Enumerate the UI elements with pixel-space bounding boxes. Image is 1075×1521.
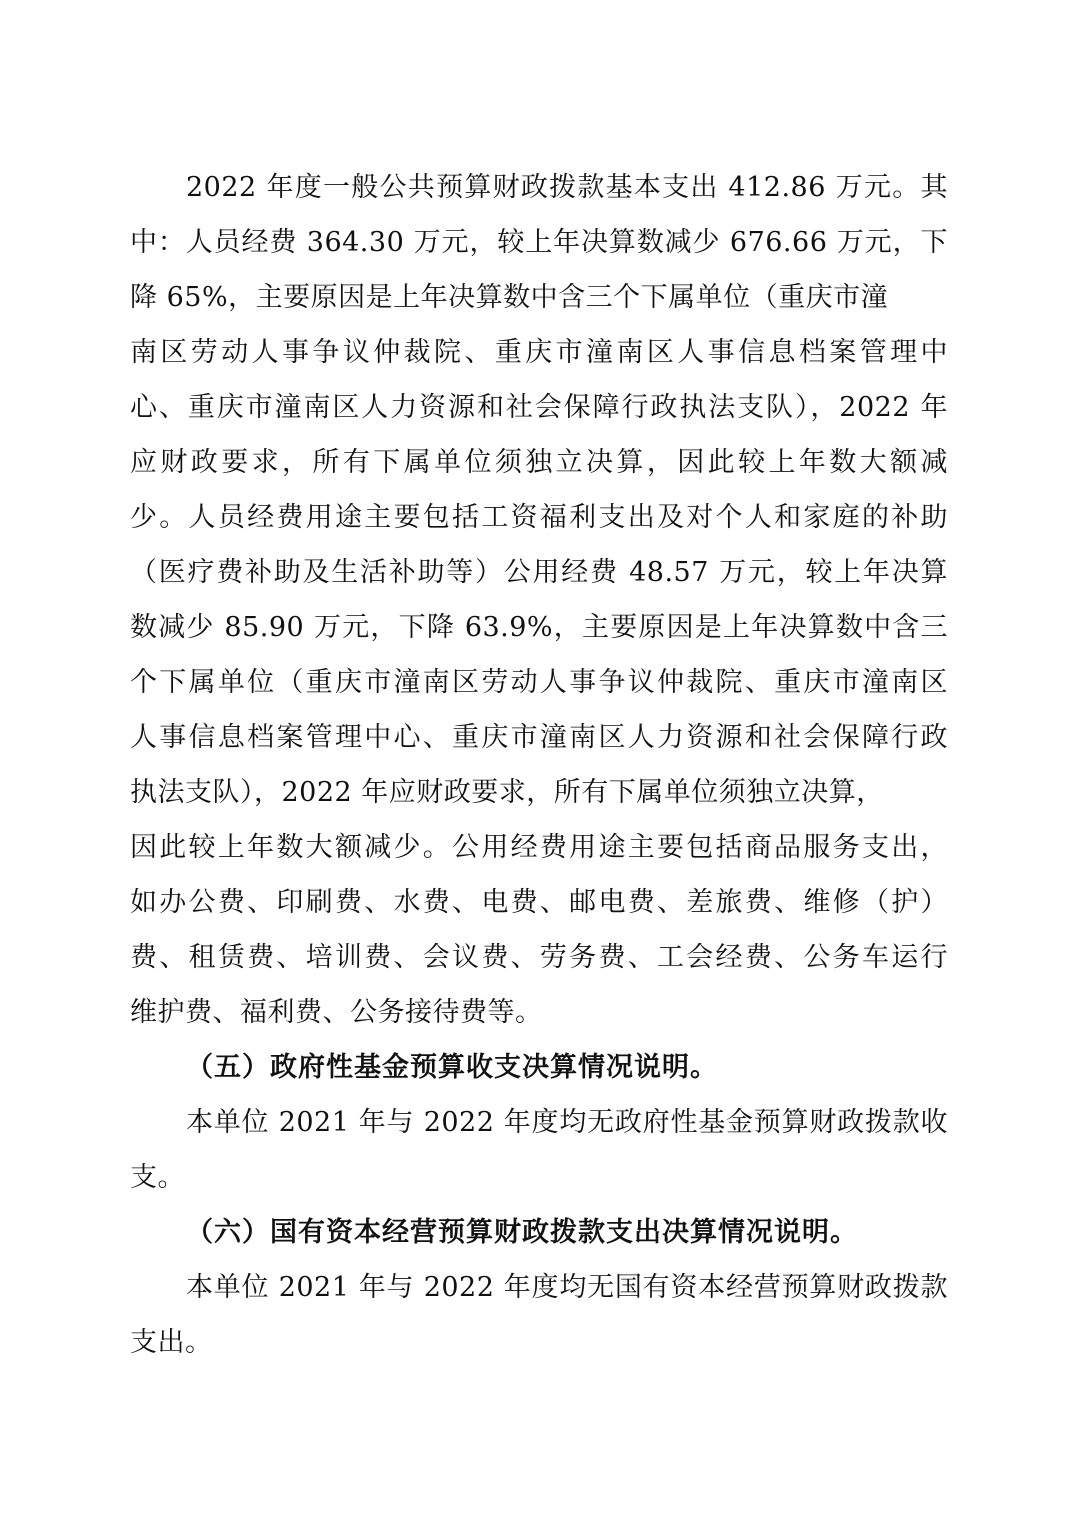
paragraph-1-line-10: 个下属单位（重庆市潼南区劳动人事争议仲裁院、重庆市潼南区	[130, 667, 948, 698]
paragraph-3-line-1: 本单位 2021 年与 2022 年度均无国有资本经营预算财政拨款	[186, 1272, 948, 1303]
paragraph-1-line-2: 中：人员经费 364.30 万元，较上年决算数减少 676.66 万元，下	[130, 227, 948, 258]
paragraph-1-line-9: 数减少 85.90 万元，下降 63.9%，主要原因是上年决算数中含三	[130, 612, 948, 643]
paragraph-1-line-3: 降 65%，主要原因是上年决算数中含三个下属单位（重庆市潼	[130, 282, 889, 313]
paragraph-1-line-7: 少。人员经费用途主要包括工资福利支出及对个人和家庭的补助	[130, 502, 948, 533]
paragraph-1-line-6: 应财政要求，所有下属单位须独立决算，因此较上年数大额减	[130, 447, 948, 478]
paragraph-1-line-1: 2022 年度一般公共预算财政拨款基本支出 412.86 万元。其	[186, 172, 948, 203]
paragraph-2-line-2: 支。	[130, 1162, 185, 1193]
paragraph-2-line-1: 本单位 2021 年与 2022 年度均无政府性基金预算财政拨款收	[186, 1107, 948, 1138]
paragraph-1-line-4: 南区劳动人事争议仲裁院、重庆市潼南区人事信息档案管理中	[130, 337, 948, 368]
paragraph-1-line-14: 如办公费、印刷费、水费、电费、邮电费、差旅费、维修（护）	[130, 887, 948, 918]
paragraph-1-line-11: 人事信息档案管理中心、重庆市潼南区人力资源和社会保障行政	[130, 722, 948, 753]
paragraph-1-line-13: 因此较上年数大额减少。公用经费用途主要包括商品服务支出，	[130, 832, 948, 863]
section-heading-5: （五）政府性基金预算收支决算情况说明。	[186, 1052, 718, 1083]
section-heading-6: （六）国有资本经营预算财政拨款支出决算情况说明。	[186, 1217, 858, 1248]
paragraph-1-line-16: 维护费、福利费、公务接待费等。	[130, 997, 543, 1028]
paragraph-1-line-5: 心、重庆市潼南区人力资源和社会保障行政执法支队），2022 年	[130, 392, 948, 423]
paragraph-3-line-2: 支出。	[130, 1327, 213, 1358]
paragraph-1-line-8: （医疗费补助及生活补助等）公用经费 48.57 万元，较上年决算	[130, 557, 948, 588]
paragraph-1-line-12: 执法支队），2022 年应财政要求，所有下属单位须独立决算，	[130, 777, 884, 808]
paragraph-1-line-15: 费、租赁费、培训费、会议费、劳务费、工会经费、公务车运行	[130, 942, 948, 973]
